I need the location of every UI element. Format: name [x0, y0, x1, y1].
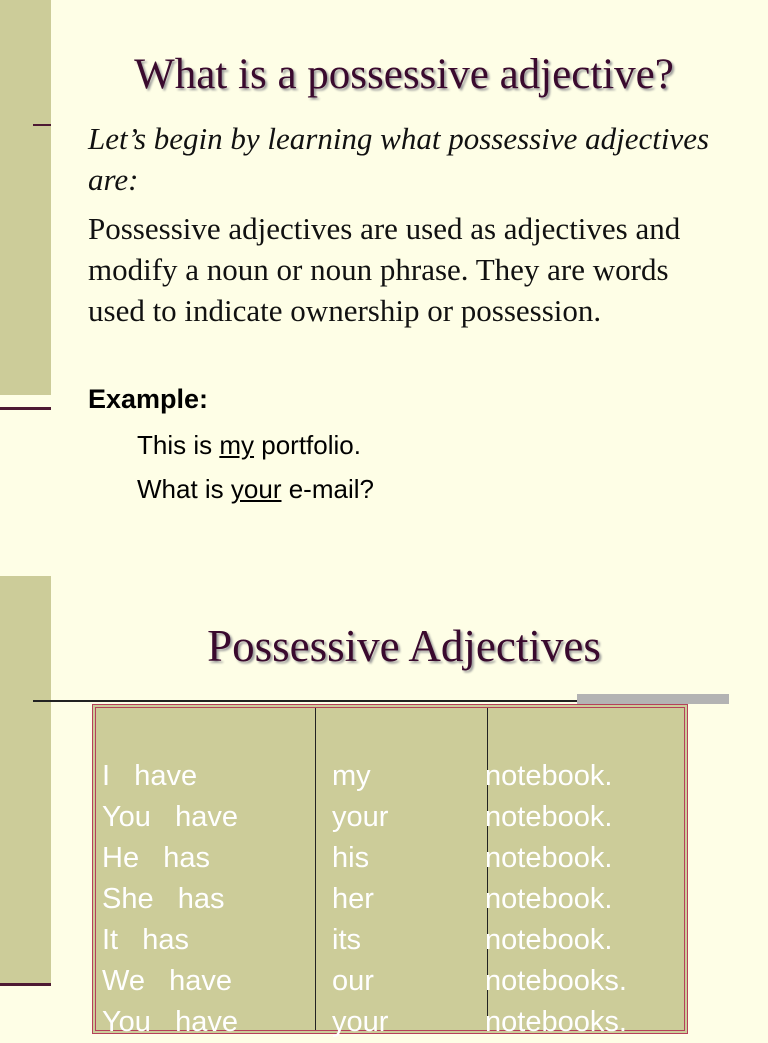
- subject-cell: It has: [102, 924, 190, 956]
- slide-1-title: What is a possessive adjective?: [134, 51, 674, 98]
- object-cell: notebook.: [485, 842, 613, 874]
- slide-1-rule-long: [0, 407, 51, 410]
- example-2-after: e-mail?: [281, 474, 374, 504]
- slide-1-intro: Let’s begin by learning what possessive adjectives are:: [88, 121, 710, 197]
- example-1-after: portfolio.: [254, 430, 361, 460]
- slide-1-rule-short: [33, 124, 51, 126]
- slide-2-grey-accent: [577, 694, 729, 704]
- example-sentence-2: [137, 474, 374, 505]
- example-sentence-1: [137, 430, 361, 461]
- subject-cell: You have: [102, 801, 238, 833]
- subject-cell: You have: [102, 1006, 238, 1038]
- possessive-cell: your: [332, 1006, 389, 1038]
- subject-cell: I have: [102, 760, 198, 792]
- subject-column: [102, 756, 238, 1043]
- possessive-cell: its: [332, 924, 361, 956]
- possessive-cell: your: [332, 801, 389, 833]
- subject-cell: He has: [102, 842, 210, 874]
- object-cell: notebook.: [485, 924, 613, 956]
- subject-cell: She has: [102, 883, 225, 915]
- example-1-before: This is: [137, 430, 220, 460]
- object-cell: notebook.: [485, 883, 613, 915]
- possessive-column: [332, 756, 388, 1043]
- slide-2: [0, 576, 768, 1038]
- example-1-possessive: my: [219, 430, 255, 460]
- table-divider-1: [315, 708, 316, 1030]
- object-cell: notebook.: [485, 801, 613, 833]
- slide-1-definition: Possessive adjectives are used as adjectives and modify a noun or noun phrase. They are words used to indicate ownership or possession.: [88, 211, 681, 328]
- possessive-cell: my: [332, 760, 371, 792]
- slide-2-title: Possessive Adjectives: [207, 621, 601, 671]
- object-cell: notebook.: [485, 760, 613, 792]
- example-label: Example:: [88, 384, 209, 414]
- possessive-table: [92, 704, 688, 1038]
- possessive-cell: her: [332, 883, 374, 915]
- subject-cell: We have: [102, 965, 233, 997]
- example-2-before: What is: [137, 474, 231, 504]
- object-cell: notebooks.: [485, 965, 627, 997]
- slide-2-rule-bottom: [0, 983, 51, 986]
- possessive-cell: our: [332, 965, 374, 997]
- possessive-cell: his: [332, 842, 370, 874]
- object-cell: notebooks.: [485, 1006, 627, 1038]
- example-2-possessive: your: [230, 474, 282, 504]
- object-column: [485, 756, 627, 1043]
